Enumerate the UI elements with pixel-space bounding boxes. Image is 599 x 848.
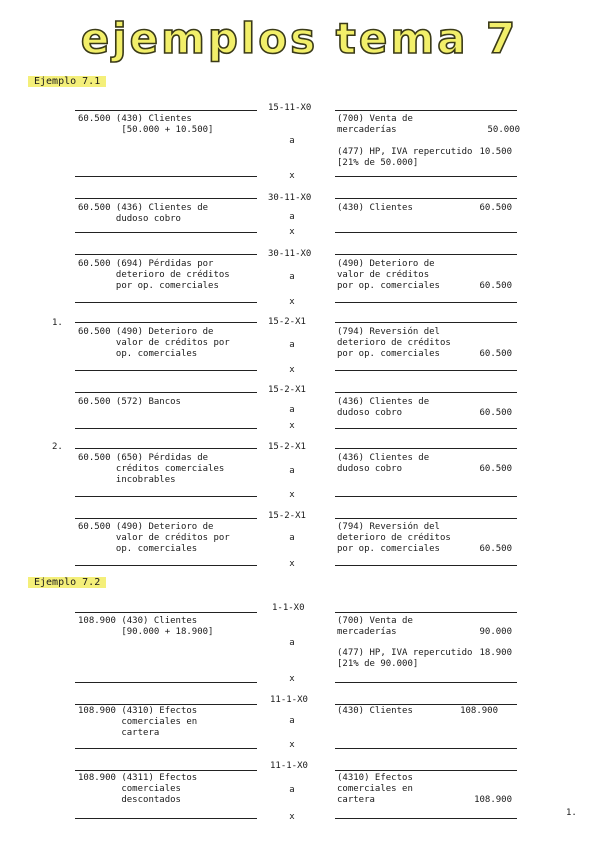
credit-amount: 60.500 [479,349,512,359]
entry-a-mark: a [289,533,295,543]
debit-entry: 108.900 (4311) Efectos comerciales descontados [78,773,198,805]
journal-rule [75,392,257,393]
credit-amount-2: 10.500 [479,147,512,157]
journal-rule [75,254,257,255]
entry-x-mark: x [289,740,295,750]
credit-account: (794) Reversión del deterioro de créditos por op. comerciales [337,327,451,359]
entry-a-mark: a [289,212,295,222]
journal-rule [75,565,257,566]
journal-rule [335,110,517,111]
journal-rule [335,302,517,303]
journal-rule [335,322,517,323]
credit-account: (430) Clientes [337,203,413,213]
journal-rule [335,748,517,749]
entry-a-mark: a [289,638,295,648]
entry-x-mark: x [289,812,295,822]
journal-rule [335,682,517,683]
journal-rule [75,428,257,429]
journal-rule [75,704,257,705]
credit-account: (700) Venta de mercaderías [337,114,413,135]
entry-x-mark: x [289,421,295,431]
entry-date: 11-1-X0 [270,761,308,771]
journal-rule [335,818,517,819]
journal-rule [75,818,257,819]
credit-account: (490) Deterioro de valor de créditos por op. comerciales [337,259,440,291]
credit-account: (700) Venta de mercaderías [337,616,413,637]
entry-a-mark: a [289,716,295,726]
journal-rule [75,682,257,683]
journal-rule [75,748,257,749]
entry-date: 15-11-X0 [268,103,312,113]
entry-x-mark: x [289,227,295,237]
journal-rule [335,176,517,177]
journal-rule [335,254,517,255]
entry-date: 30-11-X0 [268,193,312,203]
journal-rule [75,110,257,111]
journal-rule [335,565,517,566]
journal-rule [335,198,517,199]
case-marker: 1. [52,318,63,328]
journal-rule [75,198,257,199]
debit-entry: 108.900 (430) Clientes [90.000 + 18.900] [78,616,214,637]
entry-a-mark: a [289,340,295,350]
credit-account: (436) Clientes de dudoso cobro [337,397,430,418]
debit-entry: 60.500 (694) Pérdidas por deterioro de créditos por op. comerciales [78,259,230,291]
credit-account-2: (477) HP, IVA repercutido [21% de 50.000] [337,147,473,168]
entry-x-mark: x [289,365,295,375]
entry-x-mark: x [289,674,295,684]
journal-rule [75,496,257,497]
credit-account: (794) Reversión del deterioro de créditos por op. comerciales [337,522,451,554]
debit-entry: 108.900 (4310) Efectos comerciales en cartera [78,706,198,738]
debit-entry: 60.500 (490) Deterioro de valor de créditos por op. comerciales [78,522,230,554]
credit-amount: 60.500 [479,408,512,418]
journal-rule [335,496,517,497]
journal-rule [75,302,257,303]
credit-amount: 108.900 [460,706,498,716]
journal-rule [335,392,517,393]
journal-rule [75,612,257,613]
page-number: 1. [566,808,577,818]
debit-entry: 60.500 (436) Clientes de dudoso cobro [78,203,209,224]
page-title: ejemplos tema 7 [80,14,519,63]
journal-rule [335,770,517,771]
case-marker: 2. [52,442,63,452]
entry-x-mark: x [289,171,295,181]
journal-rule [75,176,257,177]
entry-date: 30-11-X0 [268,249,312,259]
journal-rule [75,232,257,233]
entry-x-mark: x [289,490,295,500]
entry-date: 15-2-X1 [268,317,306,327]
journal-rule [335,448,517,449]
entry-a-mark: a [289,785,295,795]
debit-entry: 60.500 (572) Bancos [78,397,181,407]
entry-date: 1-1-X0 [272,603,305,613]
journal-rule [75,448,257,449]
entry-a-mark: a [289,466,295,476]
debit-entry: 60.500 (490) Deterioro de valor de créditos por op. comerciales [78,327,230,359]
example-label-7-1: Ejemplo 7.1 [28,76,106,87]
journal-rule [335,232,517,233]
entry-date: 15-2-X1 [268,385,306,395]
credit-amount: 90.000 [479,627,512,637]
journal-rule [335,704,517,705]
credit-amount: 60.500 [479,281,512,291]
credit-account-2: (477) HP, IVA repercutido [21% de 90.000] [337,648,473,669]
example-label-7-2: Ejemplo 7.2 [28,577,106,588]
debit-entry: 60.500 (430) Clientes [50.000 + 10.500] [78,114,214,135]
credit-amount: 50.000 [487,125,520,135]
credit-amount: 60.500 [479,464,512,474]
journal-rule [335,612,517,613]
entry-date: 15-2-X1 [268,511,306,521]
journal-rule [335,518,517,519]
journal-rule [75,322,257,323]
entry-x-mark: x [289,297,295,307]
credit-amount: 60.500 [479,203,512,213]
credit-account: (4310) Efectos comerciales en cartera [337,773,413,805]
debit-entry: 60.500 (650) Pérdidas de créditos comerciales incobrables [78,453,225,485]
credit-amount: 60.500 [479,544,512,554]
journal-rule [75,518,257,519]
credit-account: (436) Clientes de dudoso cobro [337,453,430,474]
credit-account: (430) Clientes [337,706,413,716]
journal-rule [75,370,257,371]
entry-x-mark: x [289,559,295,569]
journal-rule [75,770,257,771]
entry-a-mark: a [289,405,295,415]
credit-amount-2: 18.900 [479,648,512,658]
entry-a-mark: a [289,136,295,146]
credit-amount: 108.900 [474,795,512,805]
journal-rule [335,428,517,429]
entry-date: 15-2-X1 [268,442,306,452]
entry-a-mark: a [289,272,295,282]
entry-date: 11-1-X0 [270,695,308,705]
journal-rule [335,370,517,371]
